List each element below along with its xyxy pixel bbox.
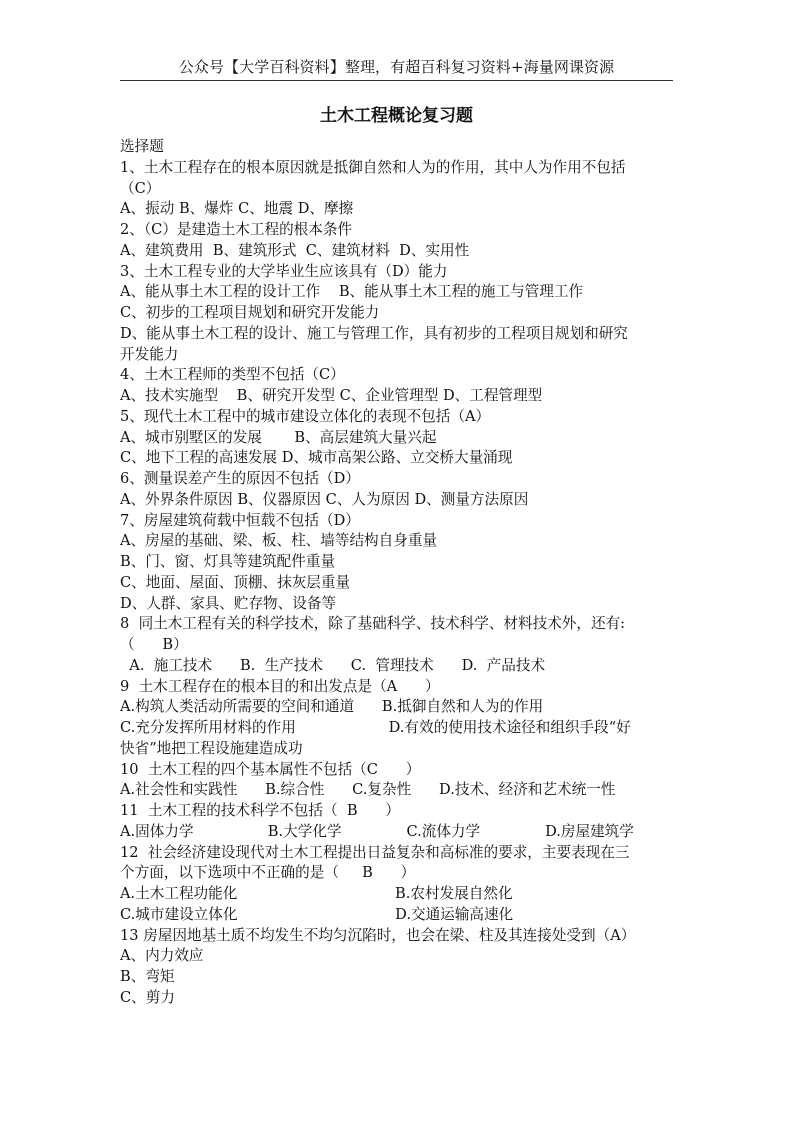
header-divider [120, 80, 673, 81]
text-line: D、人群、家具、贮存物、设备等 [120, 594, 337, 612]
text-line: A、能从事土木工程的设计工作 B、能从事土木工程的施工与管理工作 [120, 283, 584, 301]
text-line: 8 同土木工程有关的科学技术，除了基础科学、技术科学、材料技术外，还有: [120, 615, 626, 633]
text-line: 3、土木工程专业的大学毕业生应该具有（D）能力 [120, 262, 448, 280]
text-line: C、剪力 [120, 988, 175, 1006]
text-line: 7、房屋建筑荷载中恒载不包括（D） [120, 511, 360, 529]
text-line: C、地面、屋面、顶棚、抹灰层重量 [120, 573, 351, 591]
text-line: 2、（C）是建造土木工程的根本条件 [120, 221, 353, 238]
text-line: A.固体力学 B.大学化学 C.流体力学 D.房屋建筑学 [120, 822, 634, 840]
text-line: A、房屋的基础、梁、板、柱、墙等结构自身重量 [120, 532, 438, 550]
text-line: 6、测量误差产生的原因不包括（D） [120, 470, 360, 487]
text-line: C、初步的工程项目规划和研究开发能力 [120, 304, 380, 321]
text-line: 9 土木工程存在的根本目的和出发点是（A ） [120, 677, 440, 695]
text-line: A、振动 B、爆炸 C、地震 D、摩擦 [120, 200, 354, 218]
text-line: 11 土木工程的技术科学不包括（ B ） [120, 802, 400, 819]
text-line: 5、现代土木工程中的城市建设立体化的表现不包括（A） [120, 407, 491, 425]
text-line: C、地下工程的高速发展 D、城市高架公路、立交桥大量涌现 [120, 449, 513, 467]
text-line: B、门、窗、灯具等建筑配件重量 [120, 553, 336, 570]
page-header: 公众号【大学百科资料】整理，有超百科复习资料+海量网课资源 [178, 58, 615, 76]
text-line: A.社会性和实践性 B.综合性 C.复杂性 D.技术、经济和艺术统一性 [120, 781, 616, 799]
document-title: 土木工程概论复习题 [320, 106, 473, 126]
text-line: A、内力效应 [120, 947, 204, 965]
text-line: A.构筑人类活动所需要的空间和通道 B.抵御自然和人为的作用 [120, 698, 544, 716]
text-line: （ B） [120, 636, 188, 653]
text-line: 选择题 [120, 138, 164, 155]
text-line: 13 房屋因地基土质不均发生不均匀沉陷时，也会在梁、柱及其连接处受到（A） [120, 926, 636, 944]
text-line: C.充分发挥所用材料的作用 D.有效的使用技术途径和组织手段“好 [120, 719, 631, 736]
text-line: 10 土木工程的四个基本属性不包括（C ） [120, 760, 421, 778]
text-line: 4、土木工程师的类型不包括（C） [120, 366, 345, 384]
text-line: D、能从事土木工程的设计、施工与管理工作，具有初步的工程项目规划和研究 [120, 324, 628, 342]
text-line: 个方面，以下选项中不正确的是（ B ） [120, 864, 416, 882]
text-line: A、技术实施型 B、研究开发型 C、企业管理型 D、工程管理型 [120, 387, 543, 404]
text-line: A、外界条件原因 B、仪器原因 C、人为原因 D、测量方法原因 [120, 490, 529, 508]
text-line: A、城市别墅区的发展 B、高层建筑大量兴起 [120, 428, 437, 446]
text-line: 1、土木工程存在的根本原因就是抵御自然和人为的作用，其中人为作用不包括 [120, 158, 626, 176]
text-line: 12 社会经济建设现代对土木工程提出日益复杂和高标准的要求，主要表现在三 [120, 843, 630, 861]
text-line: A.土木工程功能化 B.农村发展自然化 [120, 885, 513, 902]
text-line: 快省”地把工程设施建造成功 [120, 739, 303, 757]
text-line: C.城市建设立体化 D.交通运输高速化 [120, 905, 514, 923]
document-body [120, 137, 680, 1009]
text-line: A. 施工技术 B. 生产技术 C. 管理技术 D. 产品技术 [120, 656, 546, 674]
text-line: 开发能力 [120, 345, 179, 363]
text-line: B、弯矩 [120, 968, 175, 985]
text-line: A、建筑费用 B、建筑形式 C、建筑材料 D、实用性 [120, 241, 470, 259]
text-line: （C） [120, 179, 161, 197]
